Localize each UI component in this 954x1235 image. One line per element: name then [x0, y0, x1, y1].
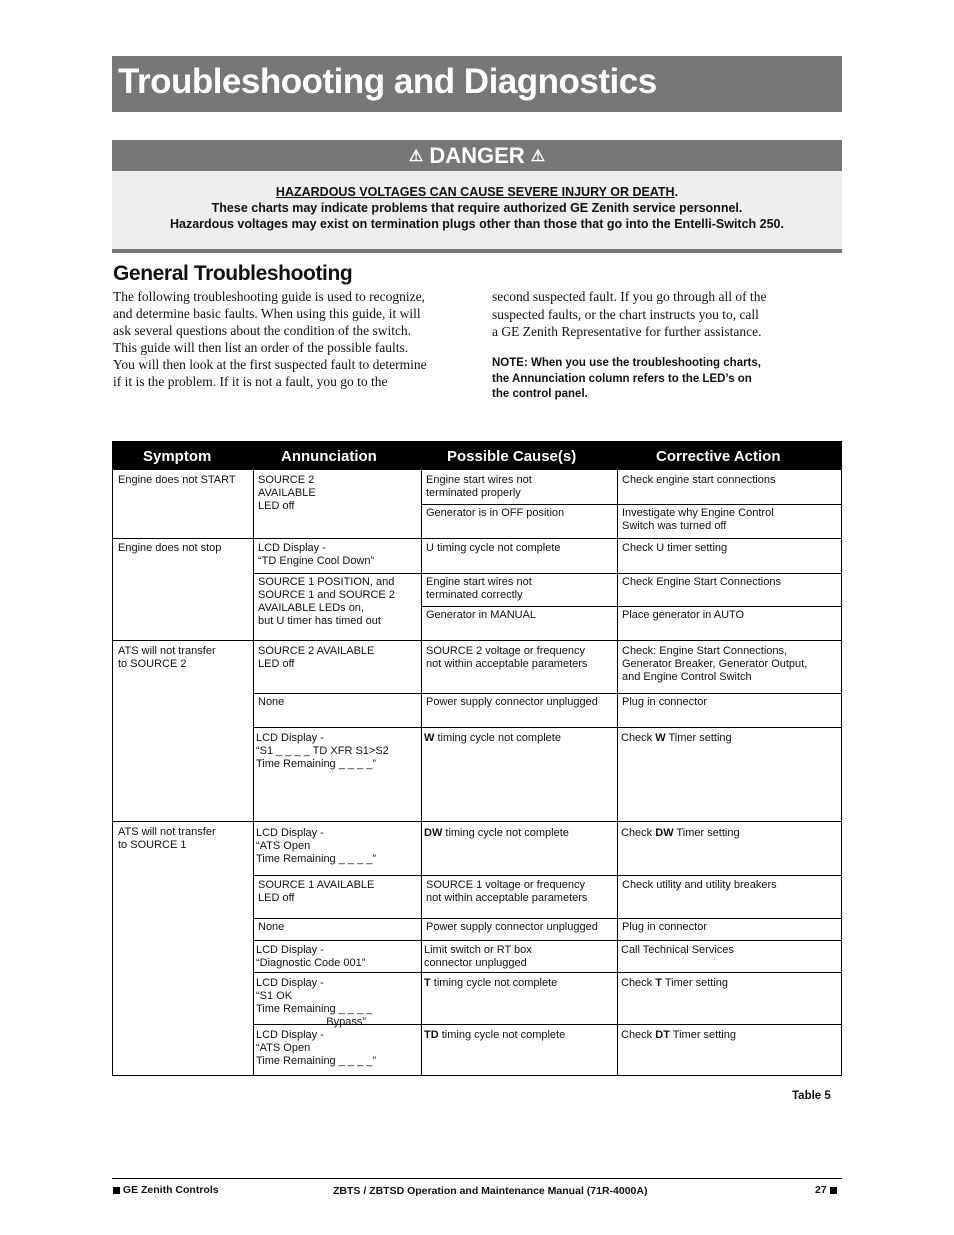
page-number: 27 — [815, 1184, 827, 1196]
action-cell: Check: Engine Start Connections, Generator Breaker, Generator Output, and Engine Control Switch — [622, 645, 808, 683]
footer-rule — [112, 1178, 842, 1179]
cause-text: timing cycle not complete — [434, 732, 561, 744]
row-divider — [113, 821, 841, 822]
timer-key: W — [655, 732, 666, 744]
row-divider — [253, 573, 841, 574]
annunciation-cell: None — [258, 921, 285, 933]
table-caption: Table 5 — [792, 1090, 831, 1102]
note — [492, 356, 812, 403]
intro-line: second suspected fault. If you go through all of the — [492, 289, 767, 304]
troubleshooting-table — [112, 441, 842, 1076]
cause-cell: Limit switch or RT box connector unplugged — [424, 944, 532, 969]
col-header-symptom: Symptom — [143, 448, 212, 465]
annunciation-cell: SOURCE 1 AVAILABLE LED off — [258, 879, 375, 904]
intro-right — [492, 288, 812, 341]
cause-cell: U timing cycle not complete — [426, 542, 561, 554]
action-cell — [621, 827, 740, 840]
annunciation-cell: LCD Display - “Diagnostic Code 001” — [256, 944, 366, 969]
page-title: Troubleshooting and Diagnostics — [118, 62, 657, 101]
row-divider — [113, 538, 841, 539]
row-divider — [421, 504, 841, 505]
danger-line-2: These charts may indicate problems that require authorized GE Zenith service personnel. — [211, 201, 743, 215]
cause-cell — [424, 732, 561, 745]
intro-line: a GE Zenith Representative for further assistance. — [492, 324, 762, 339]
row-divider — [253, 940, 841, 941]
footer-left — [113, 1184, 219, 1196]
row-divider — [253, 875, 841, 876]
cause-cell: SOURCE 2 voltage or frequency not within acceptable parameters — [426, 645, 588, 670]
cause-cell — [424, 827, 569, 840]
row-divider — [253, 918, 841, 919]
timer-key: DW — [424, 827, 443, 839]
danger-message: HAZARDOUS VOLTAGES CAN CAUSE SEVERE INJURY OR DEATH. These charts may indicate problems that require authorized GE Zenith service personnel. Hazardous voltages may exist on termination plugs other than those that go into the Entelli-Switch 250. — [112, 171, 842, 253]
note-line: the Annunciation column refers to the LED’s on — [492, 372, 752, 385]
intro-line: suspected faults, or the chart instructs you to, call — [492, 306, 759, 322]
cause-text: timing cycle not complete — [442, 827, 569, 839]
note-line: the control panel. — [492, 388, 588, 400]
cause-cell: Generator is in OFF position — [426, 507, 565, 519]
action-cell: Check utility and utility breakers — [622, 879, 777, 891]
action-cell: Plug in connector — [622, 921, 707, 933]
action-cell: Check engine start connections — [622, 474, 776, 486]
symptom-cell: Engine does not stop — [118, 542, 222, 554]
action-cell — [621, 1029, 736, 1042]
symptom-cell: ATS will not transfer to SOURCE 1 — [118, 826, 216, 851]
col-divider — [253, 470, 254, 1075]
action-cell — [621, 977, 728, 990]
action-cell: Call Technical Services — [621, 944, 734, 956]
action-cell: Investigate why Engine Control Switch was turned off — [622, 507, 774, 532]
cause-cell — [424, 1029, 565, 1042]
col-divider — [617, 470, 618, 1075]
intro-line: This guide will then list an order of the possible faults. — [113, 340, 409, 355]
action-cell: Check Engine Start Connections — [622, 576, 781, 588]
cause-cell: SOURCE 1 voltage or frequency not within acceptable parameters — [426, 879, 588, 904]
row-divider — [253, 727, 841, 728]
warning-triangle-icon: ⚠ — [530, 148, 546, 165]
action-text: Timer setting — [669, 1029, 736, 1041]
table-header — [113, 442, 841, 470]
cause-text: timing cycle not complete — [430, 977, 558, 989]
row-divider — [421, 606, 841, 607]
intro-line: if it is the problem. If it is not a fault, you go to the — [113, 374, 388, 389]
danger-banner — [112, 140, 842, 171]
timer-key: W — [424, 732, 435, 744]
cause-cell: Generator in MANUAL — [426, 609, 537, 621]
action-text: Check — [621, 732, 656, 744]
row-divider — [253, 972, 841, 973]
footer-right — [815, 1184, 837, 1196]
annunciation-cell: LCD Display - “S1 _ _ _ _ TD XFR S1>S2 Time Remaining _ _ _ _” — [256, 732, 389, 770]
symptom-cell: ATS will not transfer to SOURCE 2 — [118, 645, 216, 670]
cause-cell: Power supply connector unplugged — [426, 696, 598, 708]
timer-key: DW — [655, 827, 674, 839]
timer-key: TD — [424, 1029, 439, 1041]
action-text: Check — [621, 1029, 656, 1041]
action-cell: Place generator in AUTO — [622, 609, 745, 621]
cause-cell — [424, 977, 557, 990]
cause-cell: Engine start wires not terminated correctly — [426, 576, 532, 601]
annunciation-cell: LCD Display - “S1 OK Time Remaining _ _ _ _ Bypass” — [256, 977, 373, 1028]
square-bullet-icon — [113, 1187, 120, 1194]
footer-manual-title: ZBTS / ZBTSD Operation and Maintenance Manual (71R-4000A) — [333, 1185, 648, 1197]
action-text: Timer setting — [661, 977, 729, 989]
intro-line: ask several questions about the condition of the switch. — [113, 323, 412, 338]
intro-left — [113, 288, 463, 390]
annunciation-cell: SOURCE 2 AVAILABLE LED off — [258, 474, 316, 512]
annunciation-cell: LCD Display - “ATS Open Time Remaining _ _ _ _” — [256, 1029, 377, 1067]
timer-key: T — [424, 977, 431, 989]
annunciation-cell: SOURCE 1 POSITION, and SOURCE 1 and SOURCE 2 AVAILABLE LEDs on, but U timer has timed out — [258, 576, 395, 627]
intro-line: and determine basic faults. When using this guide, it will — [113, 306, 421, 321]
col-divider — [421, 470, 422, 1075]
intro-line: You will then look at the first suspected fault to determine — [113, 357, 427, 372]
col-header-causes: Possible Cause(s) — [447, 448, 577, 465]
title-bar — [112, 56, 842, 112]
action-cell: Check U timer setting — [622, 542, 728, 554]
row-divider — [113, 640, 841, 641]
note-line: NOTE: When you use the troubleshooting charts, — [492, 357, 761, 369]
warning-triangle-icon: ⚠ — [408, 148, 424, 165]
annunciation-cell: LCD Display - “TD Engine Cool Down” — [258, 542, 375, 567]
col-header-action: Corrective Action — [656, 448, 781, 465]
timer-key: DT — [655, 1029, 670, 1041]
action-text: Check — [621, 827, 656, 839]
footer-company: GE Zenith Controls — [122, 1184, 219, 1196]
row-divider — [253, 693, 841, 694]
cause-cell: Power supply connector unplugged — [426, 921, 598, 933]
annunciation-cell: LCD Display - “ATS Open Time Remaining _ _ _ _” — [256, 827, 377, 865]
danger-line-3: Hazardous voltages may exist on termination plugs other than those that go into the Entelli-Switch 250. — [170, 217, 784, 231]
symptom-cell: Engine does not START — [118, 474, 236, 486]
annunciation-cell: None — [258, 696, 285, 708]
action-text: Timer setting — [665, 732, 732, 744]
cause-cell: Engine start wires not terminated properly — [426, 474, 532, 499]
section-heading: General Troubleshooting — [113, 262, 353, 285]
action-text: Check — [621, 977, 656, 989]
timer-key: T — [655, 977, 662, 989]
annunciation-cell: SOURCE 2 AVAILABLE LED off — [258, 645, 375, 670]
col-header-annunciation: Annunciation — [281, 448, 377, 465]
action-cell — [621, 732, 732, 745]
danger-label: DANGER — [429, 143, 525, 168]
action-cell: Plug in connector — [622, 696, 707, 708]
action-text: Timer setting — [673, 827, 740, 839]
cause-text: timing cycle not complete — [438, 1029, 566, 1041]
intro-line: The following troubleshooting guide is used to recognize, — [113, 289, 425, 304]
square-bullet-icon — [830, 1187, 837, 1194]
danger-warning: HAZARDOUS VOLTAGES CAN CAUSE SEVERE INJURY OR DEATH — [275, 185, 675, 199]
